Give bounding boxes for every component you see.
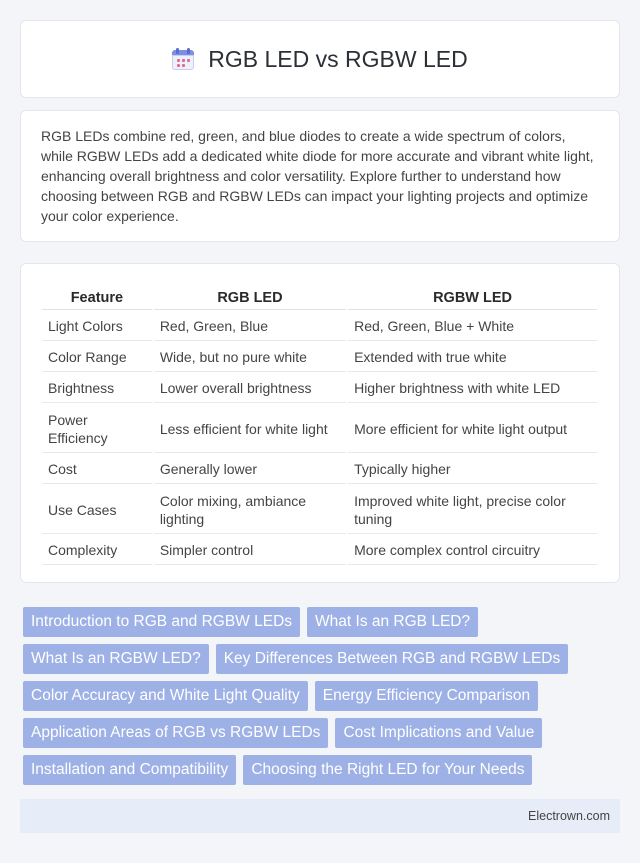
tag-link[interactable]: Introduction to RGB and RGBW LEDs — [23, 607, 300, 637]
table-header-row — [42, 286, 597, 310]
table-cell: Brightness — [42, 374, 152, 403]
table-cell: Simpler control — [154, 536, 346, 565]
tag-row — [23, 755, 623, 785]
table-row — [42, 405, 597, 453]
tag-link[interactable]: Color Accuracy and White Light Quality — [23, 681, 308, 711]
tag-link[interactable]: Installation and Compatibility — [23, 755, 236, 785]
tag-row — [23, 644, 623, 674]
tag-link[interactable]: Application Areas of RGB vs RGBW LEDs — [23, 718, 328, 748]
footer-brand[interactable]: Electrown.com — [528, 809, 610, 823]
table-cell: Light Colors — [42, 312, 152, 341]
tag-link[interactable]: Energy Efficiency Comparison — [315, 681, 538, 711]
page-title: RGB LED vs RGBW LED — [208, 45, 468, 72]
table-cell: Red, Green, Blue — [154, 312, 346, 341]
header-feature: Feature — [42, 286, 152, 310]
table-cell: Lower overall brightness — [154, 374, 346, 403]
header-rgb: RGB LED — [154, 286, 346, 310]
intro-text: RGB LEDs combine red, green, and blue diodes to create a wide spectrum of colors, while RGBW LEDs add a dedicated white diode for more accurate and vibrant white light, enhancing overall brightness and color versatility. Explore further to understand how choosing between RGB and RGBW LEDs can impact your lighting projects and optimize your color experience. — [41, 128, 594, 224]
table-row — [42, 343, 597, 372]
table-cell: Power Efficiency — [42, 405, 152, 453]
tag-link[interactable]: Cost Implications and Value — [335, 718, 542, 748]
title-card — [20, 20, 620, 98]
table-cell: Color Range — [42, 343, 152, 372]
header-rgbw: RGBW LED — [348, 286, 597, 310]
tag-link[interactable]: What Is an RGBW LED? — [23, 644, 209, 674]
table-cell: Color mixing, ambiance lighting — [154, 486, 346, 534]
table-cell: More efficient for white light output — [348, 405, 597, 453]
tag-link[interactable]: Choosing the Right LED for Your Needs — [243, 755, 532, 785]
tag-row — [23, 681, 623, 711]
table-row — [42, 374, 597, 403]
table-cell: Wide, but no pure white — [154, 343, 346, 372]
table-cell: Complexity — [42, 536, 152, 565]
table-cell: Generally lower — [154, 455, 346, 484]
tag-link[interactable]: Key Differences Between RGB and RGBW LEDs — [216, 644, 569, 674]
comparison-table — [40, 284, 599, 567]
table-cell: Red, Green, Blue + White — [348, 312, 597, 341]
table-row — [42, 312, 597, 341]
table-row — [42, 455, 597, 484]
table-cell: Extended with true white — [348, 343, 597, 372]
table-cell: Higher brightness with white LED — [348, 374, 597, 403]
table-row — [42, 536, 597, 565]
calendar-icon — [172, 48, 194, 70]
table-cell: Less efficient for white light — [154, 405, 346, 453]
tag-row — [23, 718, 623, 748]
table-cell: Use Cases — [42, 486, 152, 534]
table-row — [42, 486, 597, 534]
topic-tags — [23, 607, 623, 792]
footer — [20, 799, 620, 833]
intro-card — [20, 110, 620, 242]
table-cell: Cost — [42, 455, 152, 484]
comparison-table-card — [20, 263, 620, 583]
table-cell: More complex control circuitry — [348, 536, 597, 565]
tag-link[interactable]: What Is an RGB LED? — [307, 607, 478, 637]
table-cell: Typically higher — [348, 455, 597, 484]
tag-row — [23, 607, 623, 637]
table-cell: Improved white light, precise color tuning — [348, 486, 597, 534]
